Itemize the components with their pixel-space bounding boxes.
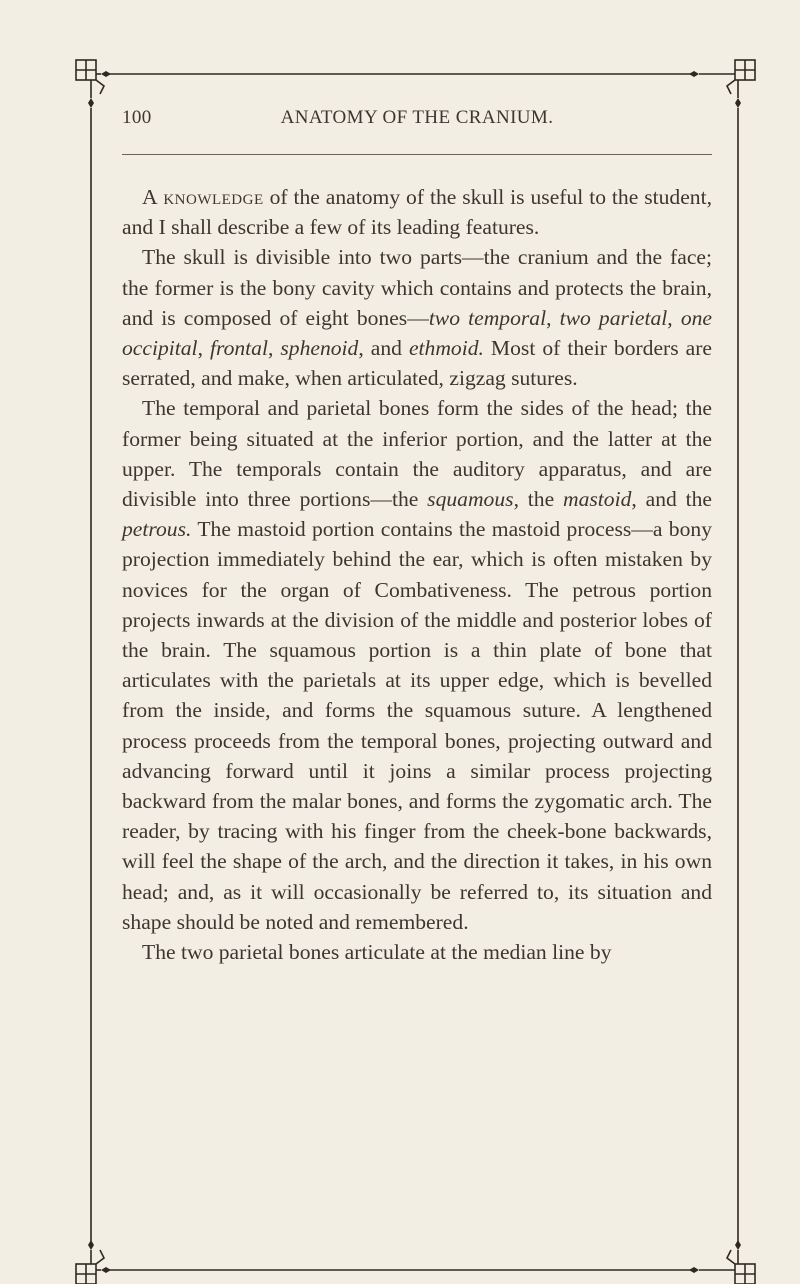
corner-ornament-top-left [76,60,104,98]
running-title: ANATOMY OF THE CRANIUM. [280,107,554,128]
running-head [122,101,712,141]
paragraph-lead-smallcaps: A knowledge [142,185,264,209]
bone-name: one occipital [122,305,712,361]
paragraph-4 [122,937,712,967]
corner-ornament-bottom-left [76,1250,104,1284]
separator: , [667,305,681,330]
separator: , and [358,336,409,361]
bone-name: two parietal [559,305,668,330]
paragraph-text: of the anatomy of the skull is useful to the student, and I shall describe a few of its leading features. [122,185,712,240]
bone-name: two temporal [428,305,547,330]
corner-ornament-top-right [699,60,755,98]
body-text [122,182,712,967]
header-rule [122,154,712,155]
portion-name: petrous. [122,517,192,542]
paragraph-3 [122,393,712,937]
bone-name: sphenoid [280,336,359,361]
bone-name: frontal [209,336,268,361]
paragraph-2 [122,242,712,393]
separator: , and the [631,487,712,512]
bone-name: ethmoid. [408,336,484,361]
paragraph-text: The temporal and parietal bones form the sides of the head; the former being situated at the inferior portion, and the latter at the upper. The temporals contain the auditory apparatus, and are divisible into three portions—the [122,396,712,512]
paragraph-1 [122,182,712,242]
paragraph-text: The two parietal bones articulate at the median line by [142,940,612,965]
separator: , the [513,487,563,512]
separator: , [197,336,210,361]
paragraph-text: Most of their borders are serrated, and make, when articulated, zigzag sutures. [122,336,713,391]
paragraph-text: The skull is divisible into two parts—the cranium and the face; the former is the bony cavity which contains and protects the brain, and is composed of eight bones— [122,245,712,330]
corner-ornament-bottom-right [699,1250,755,1284]
portion-name: squamous [427,487,514,512]
separator: , [267,336,281,361]
paragraph-text: The mastoid portion contains the mastoid process—a bony projection immediately behind the ear, which is often mistaken by novices for the organ of Combativeness. The petrous portion projects inwards at the division of the middle and posterior lobes of the brain. The squamous portion is a thin plate of bone that articulates with the parietals at its upper edge, which is bevelled from the inside, and forms the squamous suture. A lengthened process proceeds from the temporal bones, projecting outward and advancing forward until it joins a similar process projecting backward from the malar bones, and forms the zygomatic arch. The reader, by tracing with his finger from the cheek-bone backwards, will feel the shape of the arch, and the direction it takes, in his own head; and, as it will occasionally be referred to, its situation and shape should be noted and remembered. [122,517,712,934]
page-number: 100 [122,107,152,128]
separator: , [546,305,560,330]
portion-name: mastoid [563,487,632,512]
